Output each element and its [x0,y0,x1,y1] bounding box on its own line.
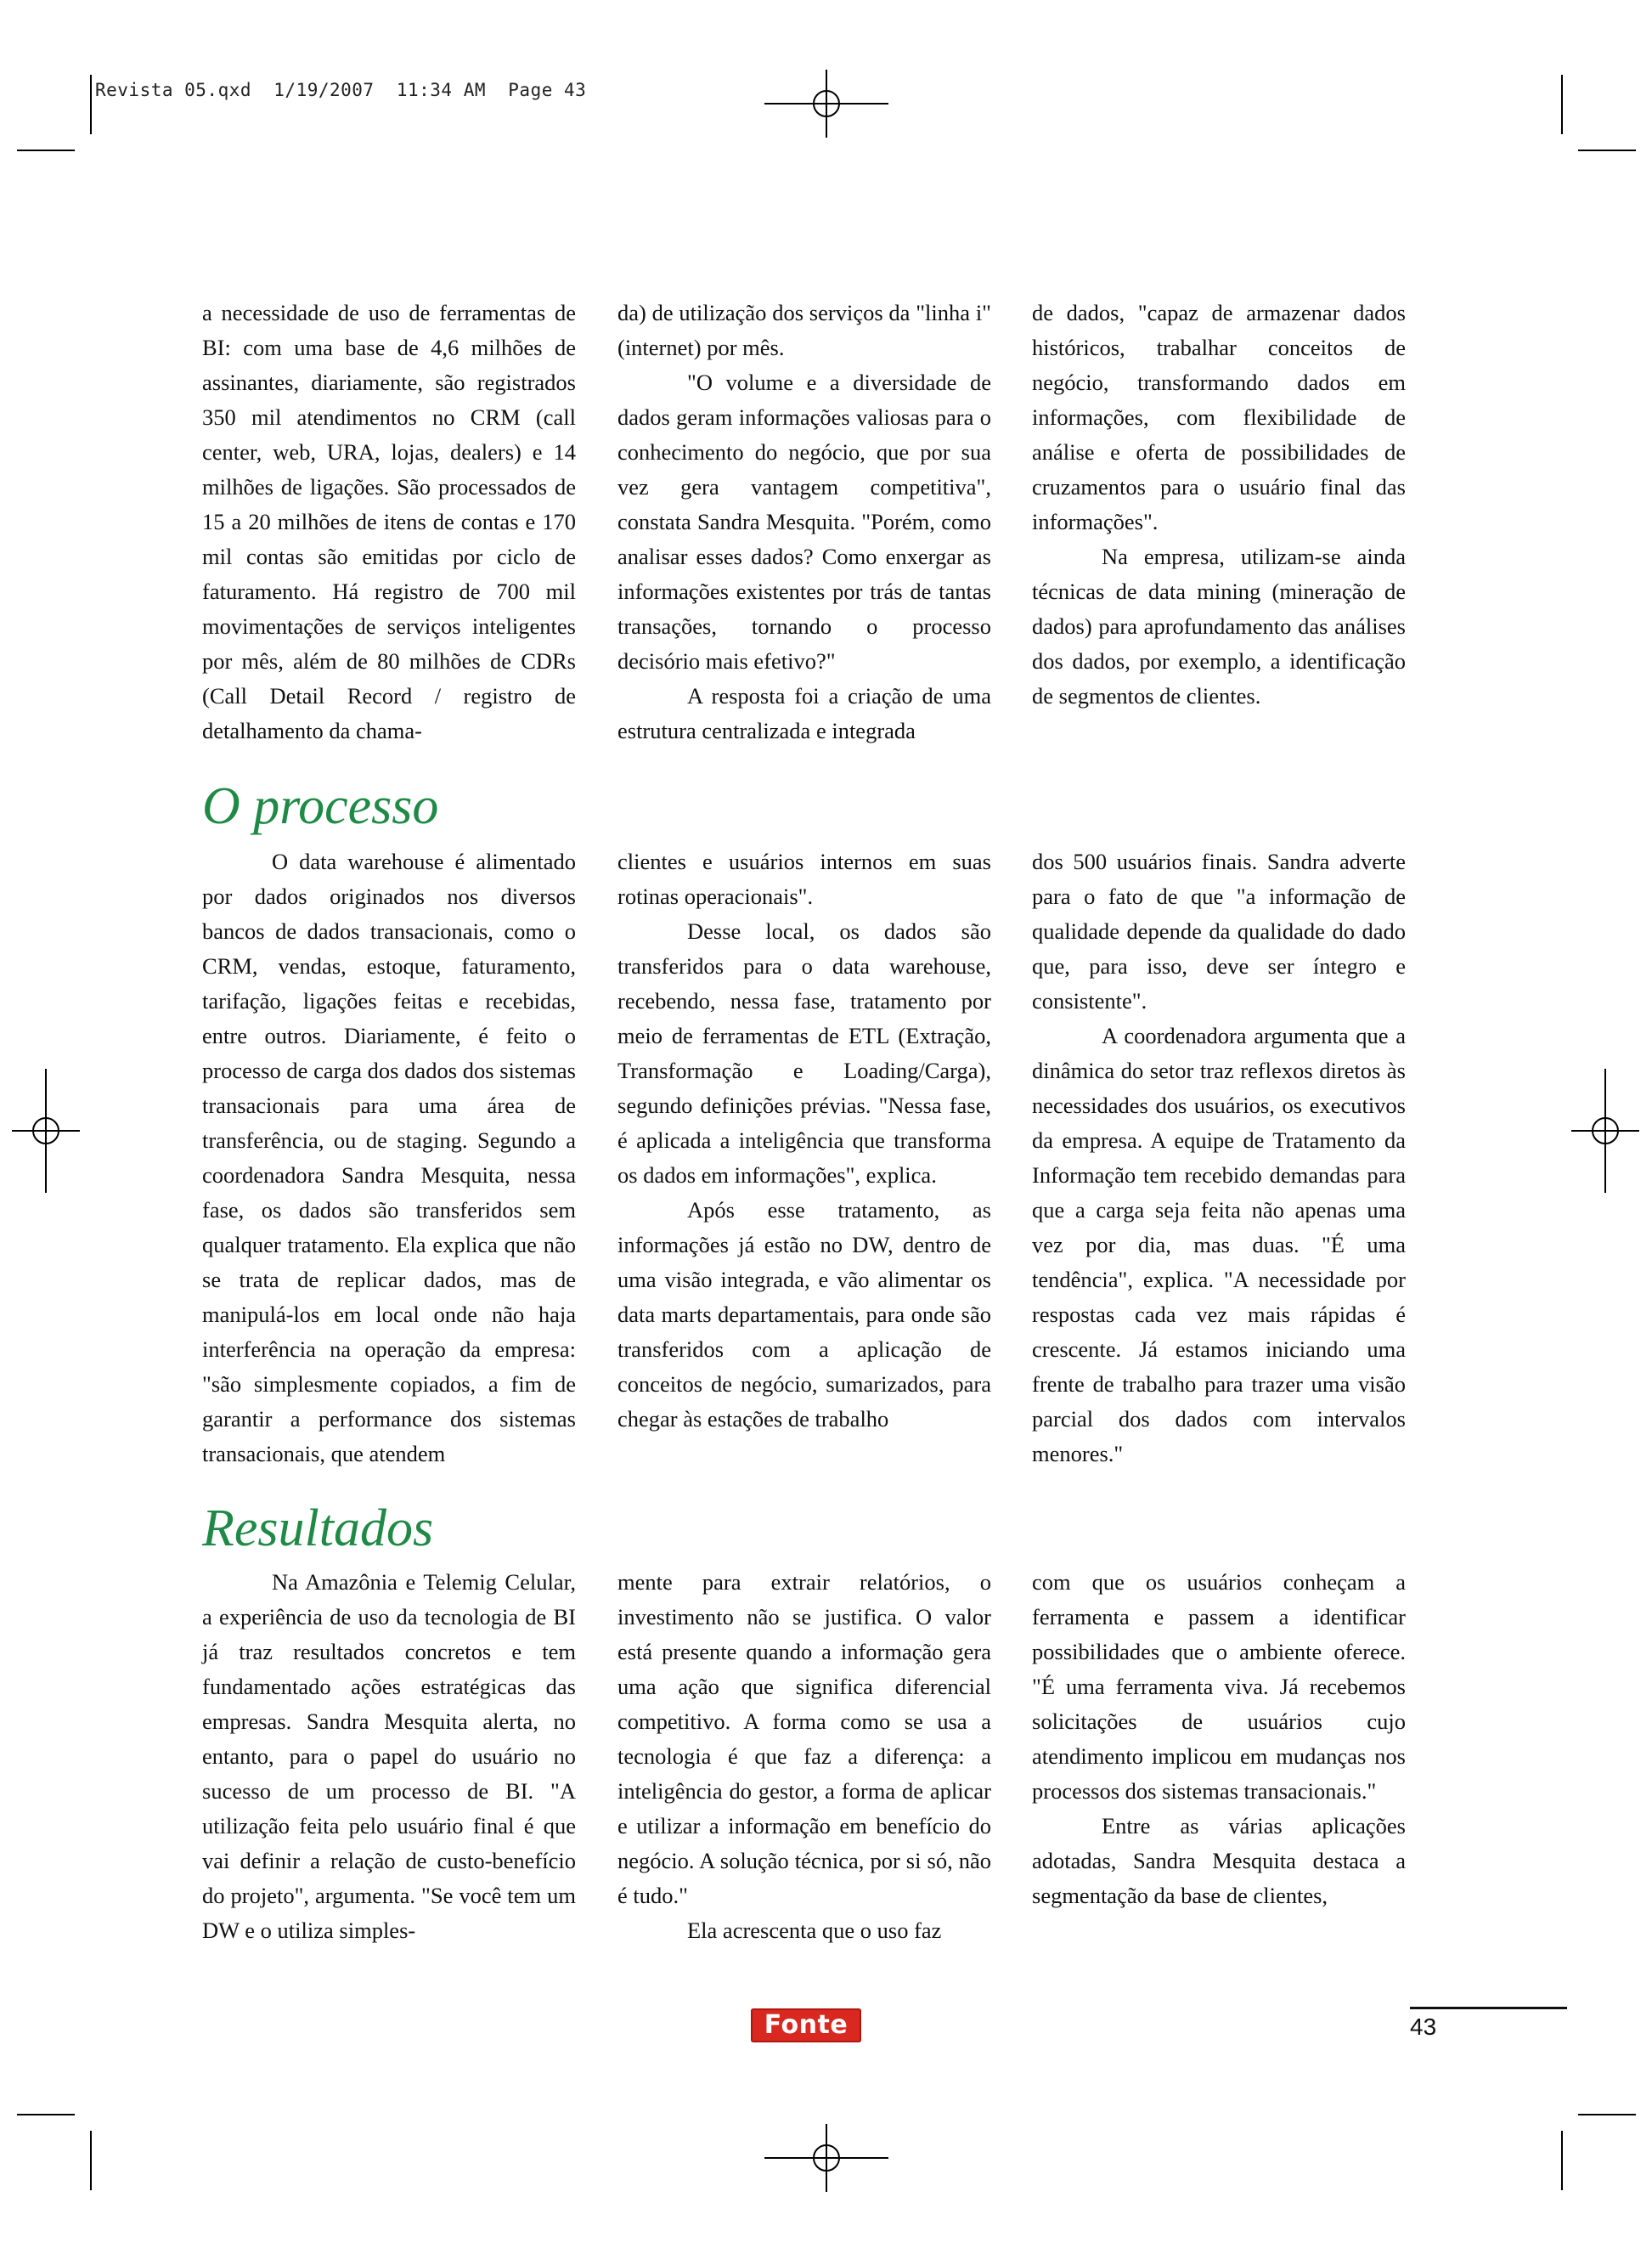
paragraph: da) de utilização dos serviços da "linha i" (internet) por mês. [617,300,991,360]
paragraph: "O volume e a diversidade de dados geram informações valiosas para o conhecimento do negócio, que por sua vez gera vantagem competitiva", constata Sandra Mesquita. "Porém, como analisar esses dados? Como enxergar as informações existentes por trás de tantas transações, tornando o processo decisório mais efetivo?" [617,370,991,674]
paragraph: Na Amazônia e Telemig Celular, a experiência de uso da tecnologia de BI já traz resultados concretos e tem fundamentado ações estratégicas das empresas. Sandra Mesquita alerta, no entanto, para o papel do usuário no sucesso de um processo de BI. "A utilização feita pelo usuário final é que vai definir a relação de custo-benefício do projeto", argumenta. "Se você tem um DW e o utiliza simples- [202,1569,576,1943]
processo-column-1 [202,844,576,1471]
crop-mark [1561,75,1563,134]
paragraph: Entre as várias aplicações adotadas, Sandra Mesquita destaca a segmentação da base de clientes, [1032,1813,1406,1908]
resultados-column-2 [617,1565,991,1948]
crop-mark [1578,2114,1636,2115]
page-number: 43 [1410,2014,1437,2040]
paragraph: Após esse tratamento, as informações já estão no DW, dentro de uma visão integrada, e vão alimentar os data marts departamentais, para onde são transferidos com a aplicação de conceitos de negócio, sumarizados, para chegar às estações de trabalho [617,1197,991,1432]
crop-mark [1561,2131,1563,2190]
processo-column-3 [1032,844,1406,1471]
processo-column-2 [617,844,991,1437]
paragraph: com que os usuários conheçam a ferramenta e passem a identificar possibilidades que o ambiente oferece. "É uma ferramenta viva. Já recebemos solicitações de usuários cujo atendimento implicou em mudanças nos processos dos sistemas transacionais." [1032,1569,1406,1804]
crop-mark [90,75,92,134]
registration-mark-left [12,1069,80,1193]
print-slug: Revista 05.qxd 1/19/2007 11:34 AM Page 43 [95,80,587,100]
paragraph: O data warehouse é alimentado por dados originados nos diversos bancos de dados transacionais, como o CRM, vendas, estoque, faturamento, tarifação, ligações feitas e recebidas, entre outros. Diariamente, é feito o processo de carga dos dados dos sistemas transacionais para uma área de transferência, ou de staging. Segundo a coordenadora Sandra Mesquita, nessa fase, os dados são transferidos sem qualquer tratamento. Ela explica que não se trata de replicar dados, mas de manipulá-los em local onde não haja interferência na operação da empresa: "são simplesmente copiados, a fim de garantir a performance dos sistemas transacionais, que atendem [202,849,576,1466]
paragraph: de dados, "capaz de armazenar dados históricos, trabalhar conceitos de negócio, transformando dados em informações, com flexibilidade de análise e oferta de possibilidades de cruzamentos para o usuário final das informações". [1032,300,1406,534]
paragraph: a necessidade de uso de ferramentas de BI: com uma base de 4,6 milhões de assinantes, diariamente, são registrados 350 mil atendimentos no CRM (call center, web, URA, lojas, dealers) e 14 milhões de ligações. São processados de 15 a 20 milhões de itens de contas e 170 mil contas são emitidas por ciclo de faturamento. Há registro de 700 mil movimentações de serviços inteligentes por mês, além de 80 milhões de CDRs (Call Detail Record / registro de detalhamento da chama- [202,300,576,743]
paragraph: clientes e usuários internos em suas rotinas operacionais". [617,849,991,909]
crop-mark [90,2131,92,2190]
folio-rule [1410,2007,1567,2009]
section-heading-processo: O processo [202,777,439,835]
paragraph: A resposta foi a criação de uma estrutura centralizada e integrada [617,683,991,743]
intro-column-1 [202,296,576,748]
paragraph: A coordenadora argumenta que a dinâmica do setor traz reflexos diretos às necessidades dos usuários, os executivos da empresa. A equipe de Tratamento da Informação tem recebido demandas para que a carga seja feita não apenas uma vez por dia, mas duas. "É uma tendência", explica. "A necessidade por respostas cada vez mais rápidas é crescente. Já estamos iniciando uma frente de trabalho para trazer uma visão parcial dos dados com intervalos menores." [1032,1023,1406,1466]
registration-mark-bottom [764,2124,888,2192]
intro-column-3 [1032,296,1406,714]
logo-text: Fonte [764,2010,849,2040]
crop-mark [1578,150,1636,151]
paragraph: mente para extrair relatórios, o investimento não se justifica. O valor está presente quando a informação gera uma ação que significa diferencial competitivo. A forma como se usa a tecnologia é que faz a diferença: a inteligência do gestor, a forma de aplicar e utilizar a informação em benefício do negócio. A solução técnica, por si só, não é tudo." [617,1569,991,1908]
paragraph: Ela acrescenta que o uso faz [687,1918,942,1943]
fonte-logo [751,2008,861,2042]
paragraph: Desse local, os dados são transferidos para o data warehouse, recebendo, nessa fase, tratamento por meio de ferramentas de ETL (Extração, Transformação e Loading/Carga), segundo definições prévias. "Nessa fase, é aplicada a inteligência que transforma os dados em informações", explica. [617,918,991,1188]
resultados-column-1 [202,1565,576,1948]
intro-column-2 [617,296,991,748]
paragraph: dos 500 usuários finais. Sandra adverte para o fato de que "a informação de qualidade depende da qualidade do dado que, para isso, deve ser íntegro e consistente". [1032,849,1406,1014]
resultados-column-3 [1032,1565,1406,1913]
crop-mark [17,150,75,151]
crop-mark [17,2114,75,2115]
registration-mark-top [764,70,888,138]
registration-mark-right [1571,1069,1639,1193]
section-heading-resultados: Resultados [202,1500,434,1557]
paragraph: Na empresa, utilizam-se ainda técnicas de data mining (mineração de dados) para aprofundamento das análises dos dados, por exemplo, a identificação de segmentos de clientes. [1032,544,1406,709]
